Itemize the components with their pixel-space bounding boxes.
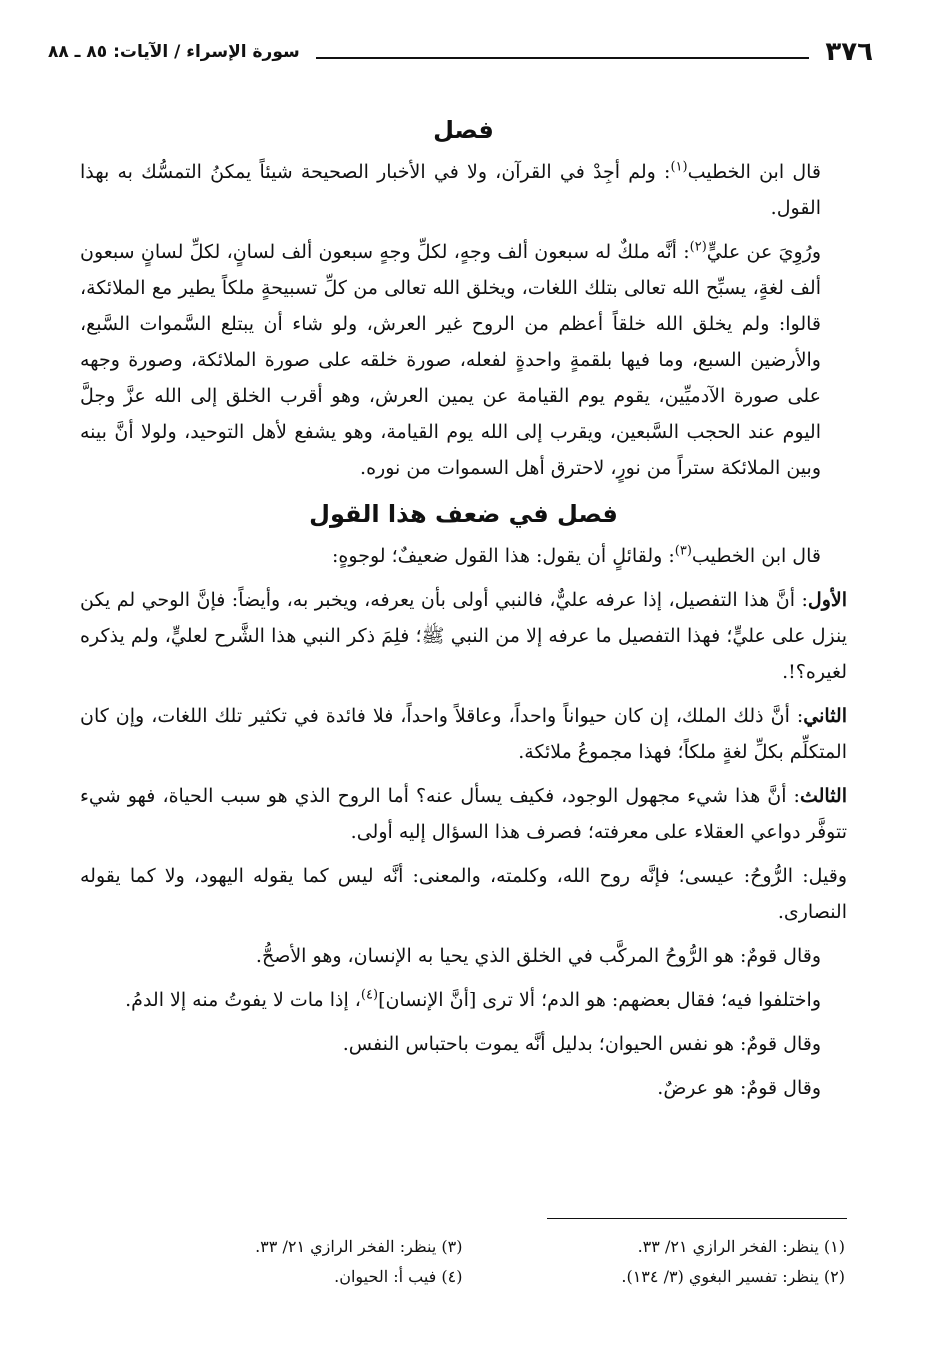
footnotes	[80, 1232, 845, 1292]
paragraph-8: وقال قومٌ: هو الرُّوحُ المركَّب في الخلق الذي يحيا به الإنسان، وهو الأصحُّ.	[255, 945, 821, 967]
paragraph-first-point	[80, 582, 847, 690]
label-third: الثالث	[799, 785, 847, 807]
paragraph-9-text: ، إذا مات لا يفوتُ منه إلا الدمُ.	[125, 989, 361, 1011]
footnotes-column-left	[80, 1232, 463, 1292]
running-head: سورة الإسراء / الآيات: ٨٥ ـ ٨٨	[48, 42, 300, 62]
paragraph-3-lead: قال ابن الخطيب	[691, 545, 821, 567]
header-rule	[316, 57, 810, 59]
footnote-ref-1[interactable]: (١)	[670, 159, 688, 175]
footnote-4: (٤) فيب أ: الحيوان.	[334, 1267, 463, 1286]
paragraph-second-point	[80, 698, 847, 770]
footnote-3: (٣) ينظر: الفخر الرازي ٢١/ ٣٣.	[255, 1237, 463, 1256]
paragraph-first-point-text: : أنَّ هذا التفصيل، إذا عرفه عليٌّ، فالنبي أولى بأن يعرفه، ويخبر به، وأيضاً: فإنَّ الوحي لم يكن ينزل على عليٍّ؛ فهذا التفصيل ما عرفه إلا من النبي ﷺ؛ فلِمَ ذكر النبي هذا الشَّرح لعليٍّ، ولم يذكره لغيره؟!.	[80, 589, 847, 683]
paragraph-9-lead: واختلفوا فيه؛ فقال بعضهم: هو الدم؛ ألا ترى [أنَّ الإنسان]	[378, 989, 821, 1011]
paragraph-7: وقيل: الرُّوحُ: عيسى؛ فإنَّه روح الله، وكلمته، والمعنى: أنَّه ليس كما يقوله اليهود، ولا كما يقوله النصارى.	[80, 865, 847, 923]
page-header	[48, 32, 873, 72]
footnote-ref-4[interactable]: (٤)	[360, 987, 379, 1003]
paragraph-2-lead: ورُوِيَ عن عليٍّ	[706, 241, 821, 263]
section-title-2: فصل في ضعف هذا القول	[309, 500, 618, 528]
paragraph-3	[80, 538, 847, 574]
main-text	[80, 108, 847, 1114]
paragraph-3-text: : ولقائلٍ أن يقول: هذا القول ضعيفٌ؛ لوجوهٍ:	[332, 545, 675, 567]
page-number: ٣٧٦	[825, 37, 873, 67]
paragraph-second-point-text: : أنَّ ذلك الملك، إن كان حيواناً واحداً، وعاقلاً واحداً، فلا فائدة في تكثير تلك اللغات، وإن كان المتكلِّم بكلِّ لغةٍ ملكاً؛ فهذا مجموعُ ملائكة.	[80, 705, 847, 763]
section-title-1: فصل	[433, 116, 494, 144]
paragraph-2	[80, 234, 847, 486]
label-first: الأول	[807, 589, 847, 611]
paragraph-third-point	[80, 778, 847, 850]
paragraph-11: وقال قومٌ: هو عرضٌ.	[657, 1077, 821, 1099]
paragraph-1-text: : ولم أجِدْ في القرآن، ولا في الأخبار الصحيحة شيئاً يمكنُ التمسُّك به بهذا القول.	[80, 161, 821, 219]
paragraph-third-point-text: : أنَّ هذا شيء مجهول الوجود، فكيف يسأل عنه؟ أما الروح الذي هو سبب الحياة، فهو شيء تتوفَّر دواعي العقلاء على معرفته؛ فصرف هذا السؤال إليه أولى.	[80, 785, 847, 843]
paragraph-2-text: : أنَّه ملكٌ له سبعون ألف وجهٍ، لكلِّ وجهٍ سبعون ألف لسانٍ، لكلِّ لسانٍ سبعون ألف لغةٍ، يسبِّح الله تعالى بتلك اللغات، ويخلق الله تعالى من كلِّ تسبيحةٍ ملكاً يطير مع الملائكة، قالوا: ولم يخلق الله خلقاً أعظم من الروح غير العرش، ولو شاء أن يبتلع السَّموات السَّبع، والأرضين السبع، وما فيها بلقمةٍ واحدةٍ لفعله، صورة خلقه على صورة الملائكة، وصورة وجهه على صورة الآدميِّين، يقوم يوم القيامة عن يمين العرش، وهو أقرب الخلق إلى الله عزَّ وجلَّ اليوم عند الحجب السَّبعين، ويقرب إلى الله يوم القيامة، وهو يشفع لأهل التوحيد، ولولا أنَّ بينه وبين الملائكة ستراً من نورٍ، لاحترق أهل السموات من نوره.	[80, 241, 821, 479]
footnote-2: (٢) ينظر: تفسير البغوي (٣/ ١٣٤).	[621, 1267, 845, 1286]
label-second: الثاني	[803, 705, 847, 727]
footnote-1: (١) ينظر: الفخر الرازي ٢١/ ٣٣.	[637, 1237, 845, 1256]
footnote-ref-2[interactable]: (٢)	[689, 239, 707, 255]
footnotes-column-right	[463, 1232, 846, 1292]
footnote-separator	[547, 1218, 847, 1219]
paragraph-9	[80, 982, 847, 1018]
paragraph-10: وقال قومٌ: هو نفس الحيوان؛ بدليل أنَّه يموت باحتباس النفس.	[342, 1033, 821, 1055]
paragraph-1-lead: قال ابن الخطيب	[687, 161, 821, 183]
footnote-ref-3[interactable]: (٣)	[674, 543, 692, 559]
paragraph-1	[80, 154, 847, 226]
